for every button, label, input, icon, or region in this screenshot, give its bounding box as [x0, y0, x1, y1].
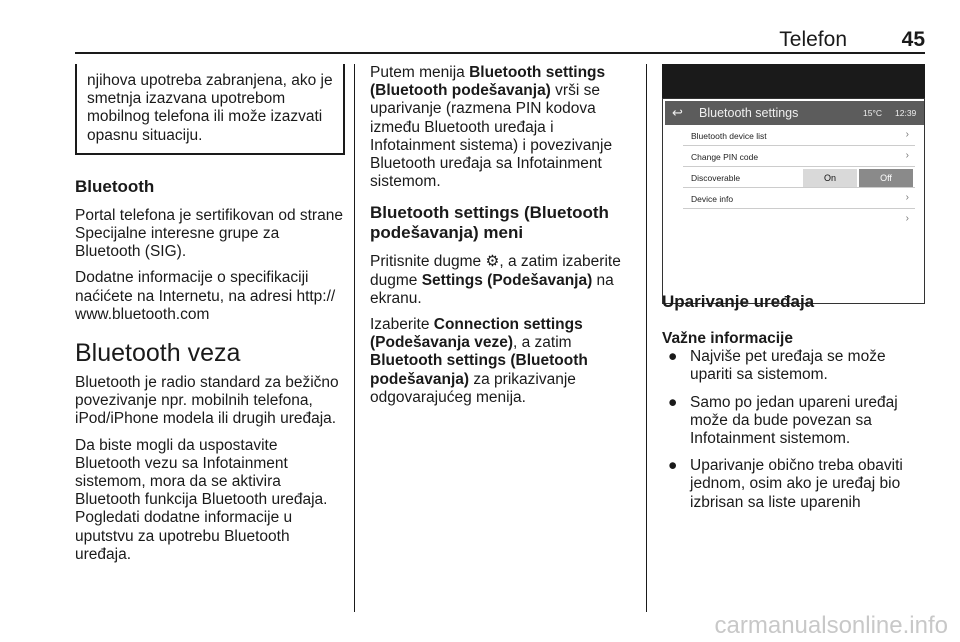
paragraph: Putem menija Bluetooth settings (Bluetooth podešavanja) vrši se uparivanje (razmena PIN kodova između Bluetooth uređaja i Infotainment sistema) i povezivanje Bluetooth uređaja sa Infotainment sistemom. [370, 64, 613, 191]
menu-item-discoverable: Discoverable On Off [683, 167, 915, 188]
bullet-icon: ● [668, 393, 678, 411]
column-divider [646, 64, 647, 612]
screen-menu-list [683, 125, 915, 230]
paragraph: Dodatne informacije o specifikaciji naćićete na Internetu, na adresi http:// www.bluetooth.com [75, 269, 336, 323]
header-rule [75, 52, 925, 54]
infotainment-screen [662, 98, 925, 304]
heading-bluetooth: Bluetooth [75, 176, 155, 196]
paragraph: Portal telefona je sertifikovan od strane Specijalne interesne grupe za Bluetooth (SIG). [75, 206, 343, 261]
chevron-right-icon: › [905, 213, 909, 224]
menu-item-device-list: Bluetooth device list › [683, 125, 915, 146]
bullet-icon: ● [668, 457, 678, 475]
column-divider [354, 64, 355, 612]
paragraph: Bluetooth je radio standard za bežično povezivanje npr. mobilnih telefona, iPod/iPhone modela ili drugih uređaja. [75, 374, 339, 428]
heading-bluetooth-veza: Bluetooth veza [75, 339, 241, 368]
bullet-list [662, 348, 925, 512]
chapter-title: Telefon [779, 28, 847, 51]
toggle-on: On [803, 169, 857, 187]
page-header [75, 28, 925, 52]
warning-text: njihova upotreba zabranjena, ako je smetnja izazvana upotrebom mobilnog telefona ili može izazvati opasnu situaciju. [87, 72, 333, 144]
back-arrow-icon: ↩ [672, 105, 683, 120]
list-item: ● Najviše pet uređaja se može upariti sa sistemom. [668, 348, 886, 384]
screen-title: Bluetooth settings [699, 106, 799, 120]
list-item: ● Uparivanje obično treba obaviti jednom, osim ako je uređaj bio izbrisan sa liste uparenih [668, 457, 903, 511]
heading-bluetooth-settings-menu: Bluetooth settings (Bluetooth podešavanja) meni [370, 203, 609, 243]
paragraph: Da biste mogli da uspostavite Bluetooth vezu sa Infotainment sistemom, mora da se aktivira Bluetooth funkcija Bluetooth uređaja. Pogledati dodatne informacije u uputstvu za upotrebu Bluetooth uređaja. [75, 436, 328, 563]
chevron-right-icon: › [905, 150, 909, 161]
screenshot-figure [662, 64, 925, 276]
settings-gear-icon: ⚙ [485, 253, 500, 271]
paragraph: Izaberite Connection settings (Podešavanja veze), a zatim Bluetooth settings (Bluetooth podešavanja) za prikazivanje odgovarajućeg menija. [370, 316, 588, 406]
page-number: 45 [901, 28, 925, 51]
paragraph: Pritisnite dugme ⚙, a zatim izaberite dugme Settings (Podešavanja) na ekranu. [370, 253, 621, 307]
menu-item-empty [683, 209, 915, 230]
column-1 [75, 64, 345, 572]
screen-title-bar [665, 101, 924, 125]
list-item: ● Samo po jedan upareni uređaj može da bude povezan sa Infotainment sistemom. [668, 393, 898, 448]
menu-item-device-info: Device info › [683, 188, 915, 209]
watermark: carmanualsonline.info [714, 612, 948, 639]
chevron-right-icon: › [905, 129, 909, 140]
toggle-off: Off [859, 169, 913, 187]
heading-vazne-informacije: Važne informacije [662, 330, 793, 347]
warning-box [75, 64, 345, 155]
chevron-right-icon: › [905, 192, 909, 203]
column-3 [662, 292, 925, 521]
column-2 [370, 64, 635, 415]
bullet-icon: ● [668, 348, 678, 366]
menu-item-change-pin: Change PIN code › [683, 146, 915, 167]
screen-temperature: 15°C [863, 108, 882, 118]
heading-uparivanje: Uparivanje uređaja [662, 292, 815, 311]
screen-time: 12:39 [895, 108, 917, 118]
